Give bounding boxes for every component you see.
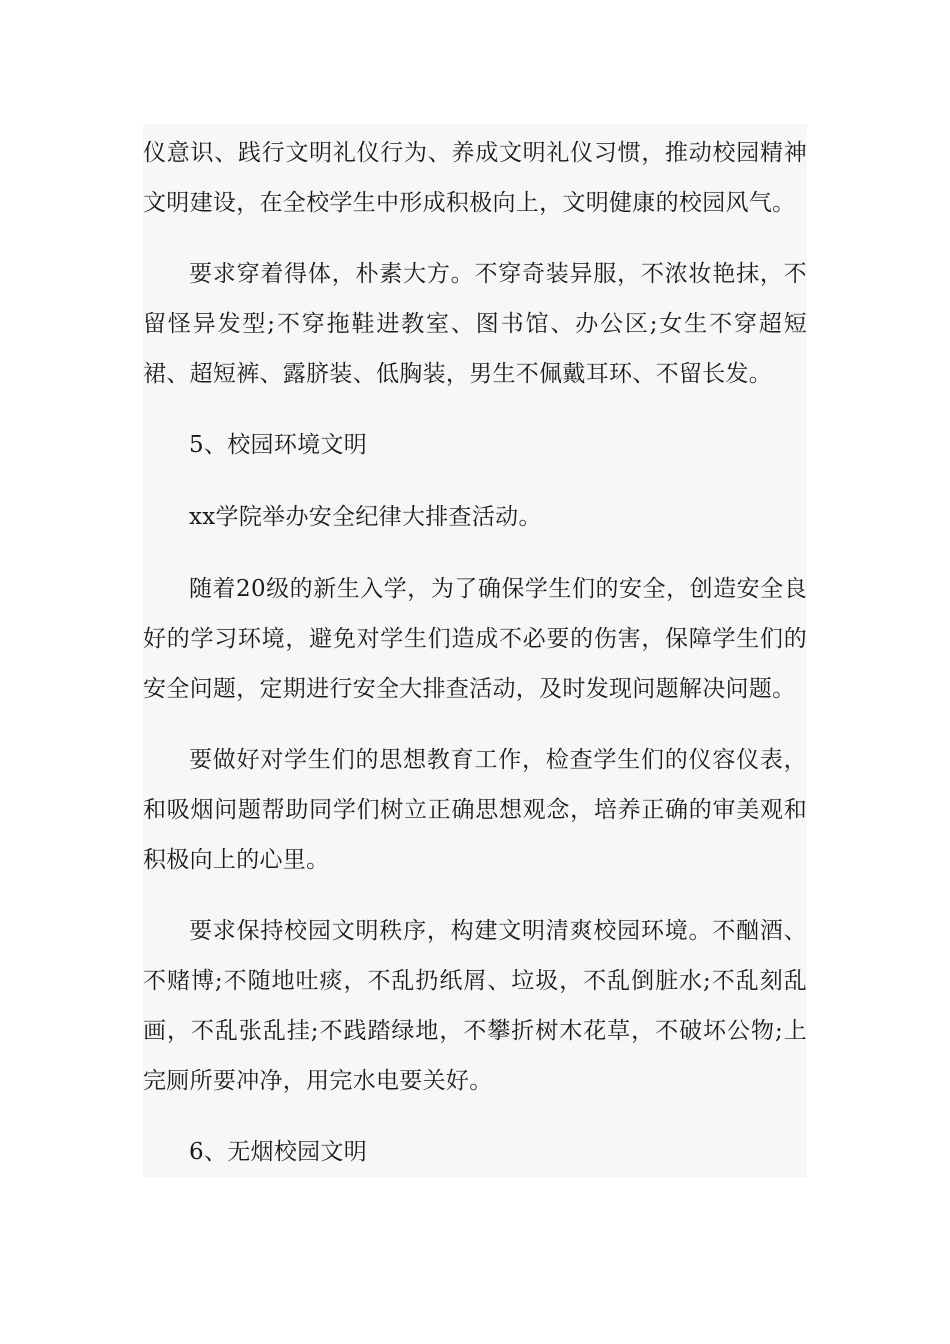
paragraph-education: 要做好对学生们的思想教育工作，检查学生们的仪容仪表，和吸烟问题帮助同学们树立正确思想观念，培养正确的审美观和积极向上的心里。 <box>143 747 807 873</box>
document-page <box>143 124 807 1177</box>
paragraph-dress-code: 要求穿着得体，朴素大方。不穿奇装异服，不浓妆艳抹，不留怪异发型;不穿拖鞋进教室、图书馆、办公区;女生不穿超短裙、超短裤、露脐装、低胸装，男生不佩戴耳环、不留长发。 <box>143 261 807 387</box>
paragraph-continuation: 仪意识、践行文明礼仪行为、养成文明礼仪习惯，推动校园精神文明建设，在全校学生中形成积极向上，文明健康的校园风气。 <box>143 140 807 216</box>
paragraph-safety-check: 随着20级的新生入学，为了确保学生们的安全，创造安全良好的学习环境，避免对学生们造成不必要的伤害，保障学生们的安全问题，定期进行安全大排查活动，及时发现问题解决问题。 <box>143 576 807 702</box>
paragraph-campus-order: 要求保持校园文明秩序，构建文明清爽校园环境。不酗酒、不赌博;不随地吐痰，不乱扔纸屑、垃圾，不乱倒脏水;不乱刻乱画，不乱张乱挂;不践踏绿地，不攀折树木花草，不破坏公物;上完厕所要冲净，用完水电要关好。 <box>143 918 807 1094</box>
paragraph-activity-title: xx学院举办安全纪律大排查活动。 <box>189 504 542 530</box>
section-heading-5: 5、校园环境文明 <box>189 432 368 458</box>
section-heading-6: 6、无烟校园文明 <box>189 1139 368 1165</box>
